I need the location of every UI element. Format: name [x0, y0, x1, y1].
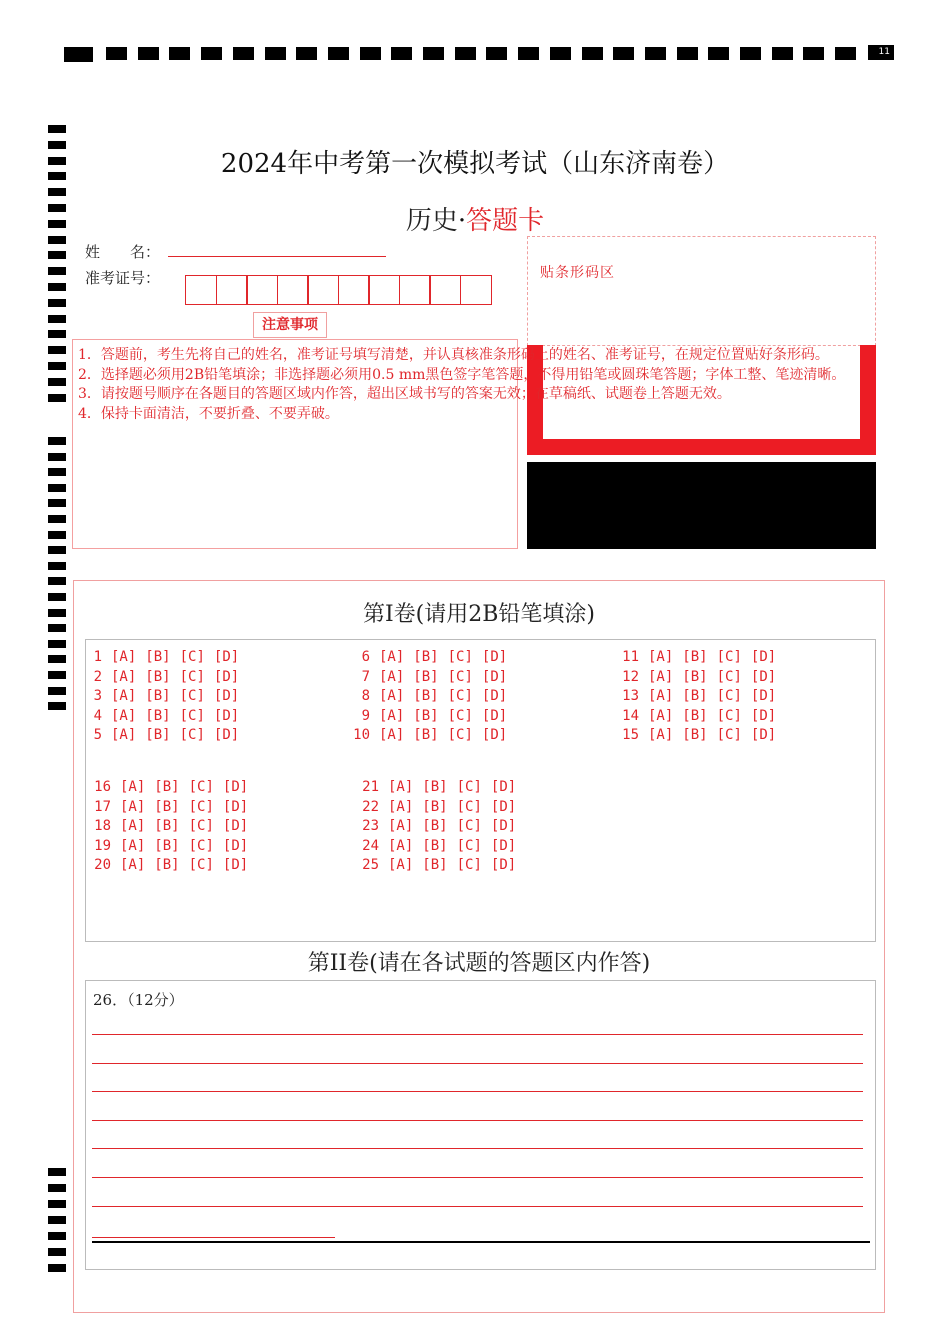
id-digit-box[interactable] [338, 275, 370, 305]
timing-mark [48, 702, 66, 710]
mc-option-bubble[interactable]: [B] [682, 649, 708, 665]
timing-mark [106, 47, 127, 60]
mc-option-bubble[interactable]: [C] [179, 707, 205, 724]
mc-option-bubble[interactable]: [D] [481, 727, 508, 743]
mc-option-bubble[interactable]: [A] [388, 779, 414, 795]
timing-mark [48, 299, 66, 307]
mc-option-bubble[interactable]: [D] [481, 649, 508, 665]
timing-mark [138, 47, 159, 60]
mc-question-number: 20 [94, 857, 111, 873]
mc-option-bubble[interactable]: [B] [145, 649, 171, 665]
mc-question-row [621, 648, 776, 668]
timing-mark [740, 47, 761, 60]
mc-question-number: 6 [361, 649, 370, 665]
timing-mark [48, 283, 66, 291]
mc-option-bubble[interactable]: [A] [111, 707, 137, 724]
section1-title: 第I卷(请用2B铅笔填涂) [362, 602, 596, 627]
mc-option-bubble[interactable]: [D] [222, 837, 249, 854]
timing-mark [582, 47, 603, 60]
mc-question-row [93, 837, 248, 857]
mc-question-number: 5 [93, 727, 102, 743]
mc-question-row [621, 707, 776, 727]
question-26-label: 26．（12分） [93, 991, 184, 1009]
timing-mark [48, 267, 66, 275]
mc-question-row [361, 778, 516, 798]
mc-option-bubble[interactable]: [D] [490, 818, 517, 834]
mc-option-bubble[interactable]: [C] [179, 649, 205, 665]
section2-title: 第II卷(请在各试题的答题区内作答) [307, 951, 651, 976]
id-digit-box[interactable] [429, 275, 461, 305]
timing-mark [48, 499, 66, 507]
mc-question-row [361, 817, 516, 837]
barcode-area [527, 236, 876, 346]
mc-question-number: 22 [362, 798, 379, 815]
mc-option-bubble[interactable]: [B] [682, 707, 708, 724]
timing-mark [233, 47, 254, 60]
mc-question-group [621, 648, 776, 746]
mc-question-row [361, 798, 516, 818]
mc-option-bubble[interactable]: [C] [179, 688, 205, 704]
mc-question-number: 16 [94, 779, 111, 795]
name-field[interactable] [168, 256, 386, 257]
mc-option-bubble[interactable]: [C] [179, 727, 205, 743]
timing-mark [48, 188, 66, 196]
mc-option-bubble[interactable]: [C] [716, 707, 742, 724]
mc-option-bubble[interactable]: [D] [222, 798, 249, 815]
mc-option-bubble[interactable]: [B] [413, 668, 439, 685]
mc-question-number: 21 [362, 779, 379, 795]
timing-mark [48, 671, 66, 679]
mc-question-row [92, 687, 239, 707]
mc-option-bubble[interactable]: [A] [111, 668, 137, 685]
mc-option-bubble[interactable]: [D] [213, 707, 240, 724]
mc-question-group [361, 778, 516, 876]
mc-option-bubble[interactable]: [D] [481, 668, 508, 685]
answer-line [92, 1206, 863, 1207]
timing-mark [613, 47, 634, 60]
mc-option-bubble[interactable]: [C] [188, 837, 214, 854]
mc-option-bubble[interactable]: [D] [750, 649, 777, 665]
timing-mark [48, 1232, 66, 1240]
mc-question-number: 19 [94, 837, 111, 854]
mc-option-bubble[interactable]: [D] [222, 818, 249, 834]
timing-mark [64, 47, 93, 62]
mc-option-bubble[interactable]: [B] [145, 668, 171, 685]
mc-option-bubble[interactable]: [C] [188, 857, 214, 873]
mc-option-bubble[interactable]: [A] [379, 649, 405, 665]
mc-question-row [352, 668, 507, 688]
mc-option-bubble[interactable]: [D] [213, 668, 240, 685]
mc-question-row [352, 707, 507, 727]
mc-option-bubble[interactable]: [C] [456, 818, 482, 834]
timing-mark [48, 562, 66, 570]
mc-option-bubble[interactable]: [C] [716, 668, 742, 685]
timing-mark [48, 1184, 66, 1192]
exam-id-boxes[interactable] [185, 275, 490, 305]
mc-option-bubble[interactable]: [B] [145, 688, 171, 704]
mc-option-bubble[interactable]: [D] [481, 688, 508, 704]
timing-mark [486, 47, 507, 60]
timing-mark [48, 453, 66, 461]
mc-option-bubble[interactable]: [B] [413, 649, 439, 665]
id-digit-box[interactable] [185, 275, 217, 305]
mc-option-bubble[interactable]: [D] [750, 727, 777, 743]
mc-option-bubble[interactable]: [D] [222, 857, 249, 873]
mc-option-bubble[interactable]: [A] [648, 649, 674, 665]
mc-option-bubble[interactable]: [B] [413, 727, 439, 743]
mc-option-bubble[interactable]: [C] [456, 798, 482, 815]
mc-option-bubble[interactable]: [C] [447, 668, 473, 685]
mc-option-bubble[interactable]: [D] [213, 727, 240, 743]
mc-option-bubble[interactable]: [C] [447, 727, 473, 743]
mc-option-bubble[interactable]: [D] [750, 707, 777, 724]
mc-option-bubble[interactable]: [B] [154, 818, 180, 834]
timing-mark [423, 47, 444, 60]
timing-mark [48, 346, 66, 354]
mc-question-number: 15 [622, 727, 639, 743]
mc-question-number: 1 [93, 649, 102, 665]
timing-mark [803, 47, 824, 60]
mc-question-row [621, 726, 776, 746]
mc-option-bubble[interactable]: [C] [179, 668, 205, 685]
mc-question-row [352, 648, 507, 668]
name-label: 姓 名： [85, 243, 161, 261]
mc-option-bubble[interactable]: [D] [213, 688, 240, 704]
mc-option-bubble[interactable]: [C] [188, 818, 214, 834]
mc-question-number: 10 [353, 727, 370, 743]
timing-mark [455, 47, 476, 60]
mc-question-row [93, 856, 248, 876]
mc-option-bubble[interactable]: [A] [379, 668, 405, 685]
timing-mark [48, 1216, 66, 1224]
answer-end-rule [92, 1241, 870, 1243]
timing-mark [48, 609, 66, 617]
mc-option-bubble[interactable]: [D] [750, 688, 777, 704]
mc-question-row [352, 726, 507, 746]
id-digit-box[interactable] [216, 275, 248, 305]
timing-mark [835, 47, 856, 60]
mc-option-bubble[interactable]: [A] [648, 668, 674, 685]
mc-option-bubble[interactable]: [C] [447, 707, 473, 724]
mc-question-row [93, 798, 248, 818]
notice-item: 1．答题前，考生先将自己的姓名，准考证号填写清楚，并认真核准条形码上的姓名、准考证号，在规定位置贴好条形码。 [78, 347, 829, 363]
timing-mark [48, 125, 66, 133]
mc-option-bubble[interactable]: [A] [388, 798, 414, 815]
mc-option-bubble[interactable]: [B] [422, 818, 448, 834]
timing-mark [48, 437, 66, 445]
timing-mark [360, 47, 381, 60]
mc-option-bubble[interactable]: [D] [213, 649, 240, 665]
notice-title: 注意事项 [253, 312, 327, 338]
mc-option-bubble[interactable]: [A] [388, 818, 414, 834]
notice-item: 3．请按题号顺序在各题目的答题区域内作答，超出区域书写的答案无效；在草稿纸、试题卷上答题无效。 [78, 386, 731, 402]
id-digit-box[interactable] [368, 275, 400, 305]
timing-mark [48, 640, 66, 648]
mc-option-bubble[interactable]: [A] [111, 688, 137, 704]
timing-mark [48, 546, 66, 554]
mc-question-row [92, 648, 239, 668]
mc-question-number: 4 [93, 707, 102, 724]
answer-line [92, 1063, 863, 1064]
mc-option-bubble[interactable]: [A] [379, 727, 405, 743]
mc-question-group [92, 648, 239, 746]
mc-option-bubble[interactable]: [B] [422, 779, 448, 795]
mc-question-number: 9 [361, 707, 370, 724]
mc-option-bubble[interactable]: [D] [490, 798, 517, 815]
id-label: 准考证号： [85, 269, 161, 287]
answer-sheet-subtitle [0, 200, 950, 237]
mc-option-bubble[interactable]: [B] [422, 798, 448, 815]
timing-mark [265, 47, 286, 60]
mc-option-bubble[interactable]: [B] [413, 707, 439, 724]
mc-question-number: 8 [361, 688, 370, 704]
mc-question-row [352, 687, 507, 707]
mc-option-bubble[interactable]: [B] [682, 668, 708, 685]
mc-option-bubble[interactable]: [B] [413, 688, 439, 704]
notice-item: 2．选择题必须用2B铅笔填涂；非选择题必须用0.5 mm黑色签字笔答题，不得用铅笔或圆珠笔答题；字体工整、笔迹清晰。 [78, 366, 846, 383]
answer-line-short [92, 1237, 335, 1238]
mc-question-number: 18 [94, 818, 111, 834]
mc-question-number: 25 [362, 857, 379, 873]
notice-list [78, 346, 845, 424]
timing-mark [48, 378, 66, 386]
mc-option-bubble[interactable]: [A] [111, 649, 137, 665]
mc-question-row [361, 856, 516, 876]
timing-mark [48, 1248, 66, 1256]
mc-option-bubble[interactable]: [A] [111, 727, 137, 743]
mc-question-number: 17 [94, 798, 111, 815]
mc-option-bubble[interactable]: [C] [447, 649, 473, 665]
timing-mark [48, 515, 66, 523]
mc-question-number: 14 [622, 707, 639, 724]
timing-mark [328, 47, 349, 60]
mc-question-number: 12 [622, 668, 639, 685]
notice-item: 4．保持卡面清洁，不要折叠、不要弄破。 [78, 405, 339, 422]
mc-option-bubble[interactable]: [B] [154, 798, 180, 815]
subtitle-separator: · [457, 206, 467, 236]
timing-mark [708, 47, 729, 60]
mc-option-bubble[interactable]: [D] [750, 668, 777, 685]
mc-option-bubble[interactable]: [C] [447, 688, 473, 704]
mc-option-bubble[interactable]: [B] [145, 707, 171, 724]
mc-option-bubble[interactable]: [C] [716, 727, 742, 743]
timing-mark [48, 251, 66, 259]
mc-question-number: 24 [362, 837, 379, 854]
answer-line [92, 1120, 863, 1121]
mc-question-row [92, 726, 239, 746]
mc-question-row [621, 668, 776, 688]
mc-option-bubble[interactable]: [A] [120, 798, 146, 815]
mc-option-bubble[interactable]: [A] [120, 857, 146, 873]
timing-mark [296, 47, 317, 60]
mc-question-group [352, 648, 507, 746]
subject-label: 历史 [405, 206, 458, 236]
id-digit-box[interactable] [246, 275, 278, 305]
mc-option-bubble[interactable]: [A] [120, 818, 146, 834]
timing-mark [391, 47, 412, 60]
answer-line [92, 1148, 863, 1149]
timing-mark [772, 47, 793, 60]
mc-option-bubble[interactable]: [A] [379, 688, 405, 704]
mc-option-bubble[interactable]: [A] [379, 707, 405, 724]
timing-mark [48, 531, 66, 539]
mc-option-bubble[interactable]: [A] [120, 779, 146, 795]
essay-answer-box[interactable] [85, 980, 876, 1270]
mc-question-number: 13 [622, 688, 639, 704]
mc-option-bubble[interactable]: [C] [456, 857, 482, 873]
page-number: 11 [868, 45, 894, 60]
mc-question-row [92, 707, 239, 727]
mc-option-bubble[interactable]: [A] [648, 688, 674, 704]
timing-mark [48, 655, 66, 663]
mc-option-bubble[interactable]: [B] [154, 779, 180, 795]
mc-option-bubble[interactable]: [B] [422, 857, 448, 873]
timing-mark [48, 687, 66, 695]
mc-option-bubble[interactable]: [C] [716, 688, 742, 704]
answer-line [92, 1091, 863, 1092]
mc-question-number: 2 [93, 668, 102, 685]
exam-title: 2024年中考第一次模拟考试（山东济南卷） [220, 149, 730, 179]
mc-option-bubble[interactable]: [C] [716, 649, 742, 665]
timing-mark [48, 624, 66, 632]
top-timing-marks [64, 45, 894, 63]
timing-mark [48, 330, 66, 338]
mc-option-bubble[interactable]: [A] [648, 707, 674, 724]
id-digit-box[interactable] [399, 275, 431, 305]
timing-mark [48, 362, 66, 370]
mc-question-row [93, 778, 248, 798]
mc-question-row [621, 687, 776, 707]
id-digit-box[interactable] [277, 275, 309, 305]
mc-option-bubble[interactable]: [B] [682, 727, 708, 743]
id-digit-box[interactable] [460, 275, 492, 305]
timing-mark [48, 577, 66, 585]
mc-option-bubble[interactable]: [A] [388, 857, 414, 873]
timing-mark [48, 1264, 66, 1272]
mc-option-bubble[interactable]: [B] [682, 688, 708, 704]
mc-option-bubble[interactable]: [C] [188, 779, 214, 795]
mc-option-bubble[interactable]: [D] [490, 857, 517, 873]
black-mark-block [527, 462, 876, 549]
mc-option-bubble[interactable]: [D] [490, 779, 517, 795]
timing-mark [48, 1168, 66, 1176]
mc-option-bubble[interactable]: [C] [188, 798, 214, 815]
timing-mark [645, 47, 666, 60]
timing-mark [48, 468, 66, 476]
mc-option-bubble[interactable]: [D] [490, 837, 517, 854]
barcode-label: 贴条形码区 [540, 265, 615, 281]
card-label: 答题卡 [466, 206, 545, 236]
mc-question-number: 7 [361, 668, 370, 685]
mc-option-bubble[interactable]: [C] [456, 837, 482, 854]
id-digit-box[interactable] [307, 275, 339, 305]
timing-mark [677, 47, 698, 60]
mc-option-bubble[interactable]: [A] [648, 727, 674, 743]
mc-question-number: 11 [622, 649, 639, 665]
timing-mark [169, 47, 190, 60]
mc-question-row [92, 668, 239, 688]
timing-mark [48, 394, 66, 402]
mc-option-bubble[interactable]: [D] [222, 779, 249, 795]
mc-option-bubble[interactable]: [B] [154, 837, 180, 854]
timing-mark [48, 484, 66, 492]
mc-option-bubble[interactable]: [B] [145, 727, 171, 743]
timing-mark [518, 47, 539, 60]
mc-option-bubble[interactable]: [B] [422, 837, 448, 854]
timing-mark [48, 315, 66, 323]
mc-question-row [93, 817, 248, 837]
mc-option-bubble[interactable]: [A] [120, 837, 146, 854]
mc-question-number: 23 [362, 818, 379, 834]
answer-line [92, 1177, 863, 1178]
mc-question-group [93, 778, 248, 876]
mc-option-bubble[interactable]: [D] [481, 707, 508, 724]
timing-mark [48, 593, 66, 601]
timing-mark [550, 47, 571, 60]
mc-question-row [361, 837, 516, 857]
timing-mark [48, 1200, 66, 1208]
mc-option-bubble[interactable]: [A] [388, 837, 414, 854]
mc-option-bubble[interactable]: [C] [456, 779, 482, 795]
timing-mark [201, 47, 222, 60]
answer-line [92, 1034, 863, 1035]
mc-question-number: 3 [93, 688, 102, 704]
mc-option-bubble[interactable]: [B] [154, 857, 180, 873]
